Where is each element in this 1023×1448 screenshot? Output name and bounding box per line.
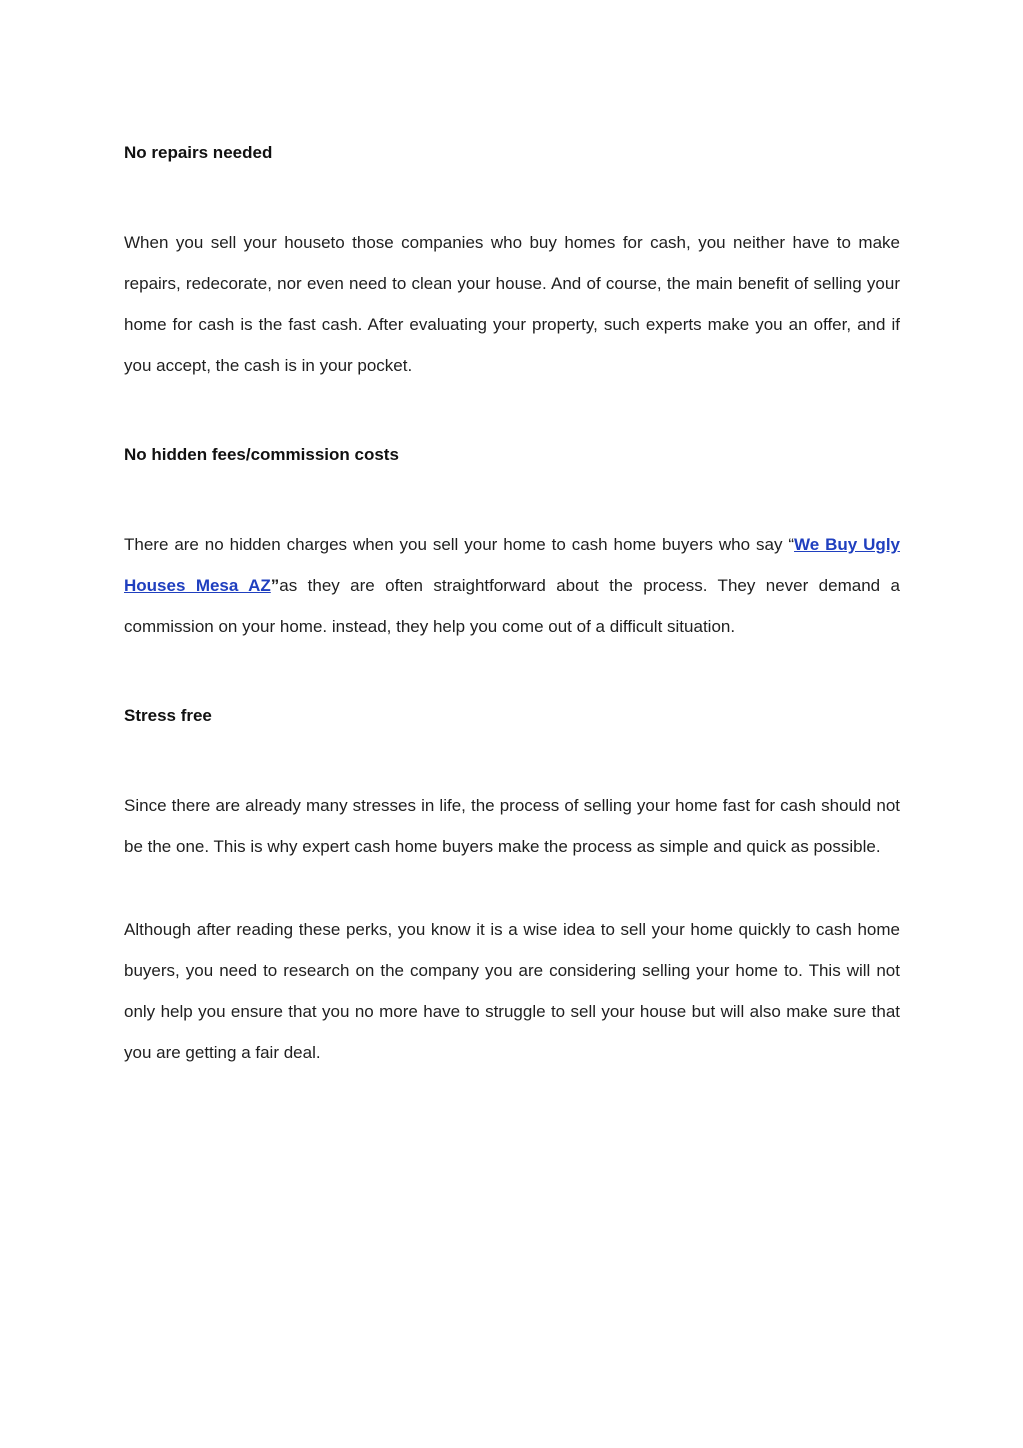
paragraph-stress-free: Since there are already many stresses in life, the process of selling your home fast for cash should not be the one. This is why expert cash home buyers make the process as simple and quick as possible. xyxy=(124,796,900,856)
closing-quote: ” xyxy=(270,576,280,595)
paragraph-text-before-link: There are no hidden charges when you sell your home to cash home buyers who say “ xyxy=(124,535,795,554)
spacer xyxy=(124,468,900,524)
paragraph-text-after-link: as they are often straightforward about the process. They never demand a commission on your home. instead, they help you come out of a difficult situation. xyxy=(124,576,900,636)
spacer xyxy=(124,647,900,703)
spacer xyxy=(124,867,900,909)
spacer xyxy=(124,166,900,222)
we-buy-ugly-houses-link[interactable]: We Buy Ugly Houses Mesa AZ xyxy=(124,535,900,595)
closing-paragraph: Although after reading these perks, you know it is a wise idea to sell your home quickly to cash home buyers, you need to research on the company you are considering selling your home to. This will not only help you ensure that you no more have to struggle to sell your house but will also make sure that you are getting a fair deal. xyxy=(124,920,900,1062)
spacer xyxy=(124,729,900,785)
paragraph-no-repairs: When you sell your houseto those companies who buy homes for cash, you neither have to make repairs, redecorate, nor even need to clean your house. And of course, the main benefit of selling your home for cash is the fast cash. After evaluating your property, such experts make you an offer, and if you accept, the cash is in your pocket. xyxy=(124,233,900,375)
section-heading-no-repairs: No repairs needed xyxy=(124,143,273,162)
spacer xyxy=(124,386,900,442)
document-page xyxy=(124,140,900,1073)
section-heading-no-hidden-fees: No hidden fees/commission costs xyxy=(124,445,399,464)
section-heading-stress-free: Stress free xyxy=(124,706,212,725)
paragraph-no-hidden-fees xyxy=(124,524,900,647)
